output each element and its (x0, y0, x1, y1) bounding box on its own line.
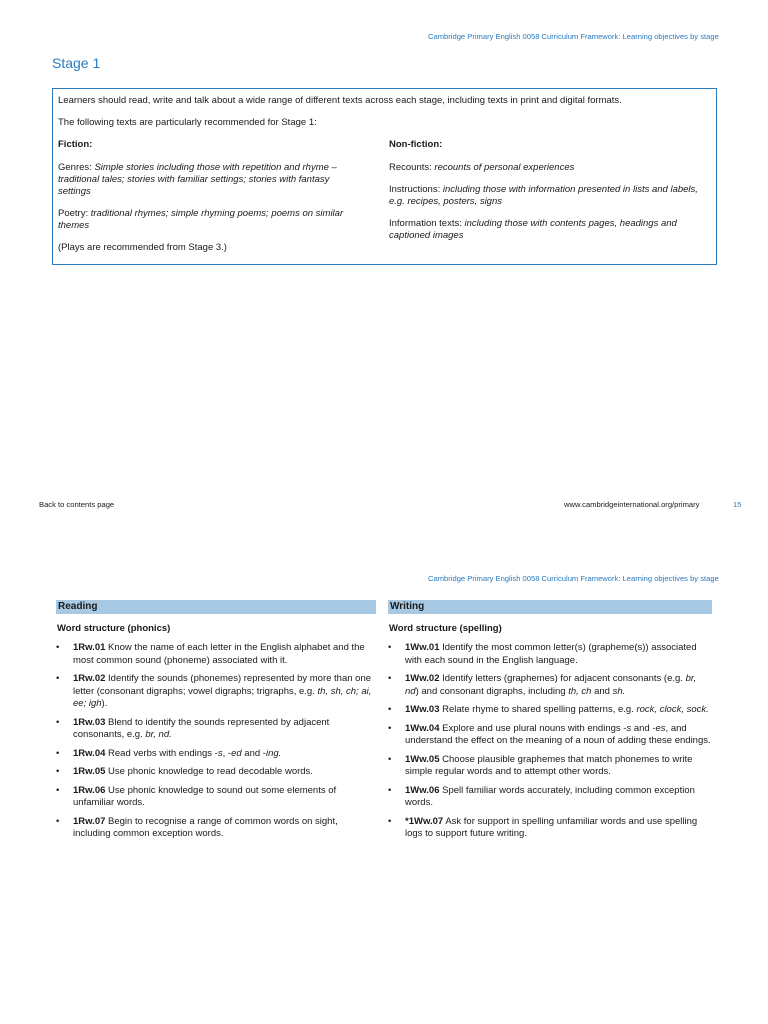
objective-code: 1Ww.02 (405, 673, 440, 684)
bullet-icon: • (388, 673, 392, 684)
texts-recommendation-box (52, 88, 717, 265)
objective-text: and (591, 685, 613, 697)
objective-text: br, nd (405, 673, 697, 697)
objective-text: ) and consonant digraphs, including (415, 685, 569, 697)
reading-objective-item (56, 673, 376, 711)
writing-section (388, 600, 712, 847)
writing-objective-item (388, 642, 712, 667)
objective-text: Relate rhyme to shared spelling patterns, e.g. (439, 704, 637, 715)
bullet-icon: • (388, 815, 392, 827)
writing-objective-item (388, 754, 712, 779)
writing-objective-item (388, 723, 712, 748)
objective-code: 1Ww.03 (405, 704, 440, 715)
plays-note: (Plays are recommended from Stage 3.) (58, 242, 227, 253)
recommend-text: The following texts are particularly recommended for Stage 1: (58, 117, 317, 128)
bullet-icon: • (388, 784, 392, 796)
objective-text: Read verbs with endings - (105, 747, 218, 759)
page-number: 15 (733, 500, 742, 509)
reading-heading: Reading (56, 600, 376, 614)
poetry-text: Poetry: traditional rhymes; simple rhyming poems; poems on similar themes (58, 208, 344, 231)
objective-code: 1Rw.03 (73, 716, 106, 728)
writing-objectives-list (388, 642, 712, 841)
reading-section (56, 600, 376, 847)
writing-objective-item (388, 673, 712, 698)
objective-code: 1Rw.07 (73, 815, 106, 827)
reading-objective-item (56, 766, 376, 779)
objective-text: rock, clock, sock. (636, 704, 709, 715)
objective-code: 1Ww.01 (405, 642, 440, 653)
objective-text: ed (231, 747, 242, 759)
objective-text: Identify the most common letter(s) (grapheme(s)) associated with each sound in the English language. (405, 642, 697, 666)
objective-code: 1Rw.02 (73, 673, 106, 684)
objective-text: Identify letters (graphemes) for adjacent consonants (e.g. (439, 673, 686, 684)
bullet-icon: • (56, 747, 60, 759)
objective-text: Begin to recognise a range of common words on sight, including common exception words. (73, 815, 338, 839)
objective-text: ing. (265, 747, 282, 759)
objective-code: 1Ww.05 (405, 753, 440, 765)
writing-objective-item (388, 704, 712, 717)
nonfiction-column (389, 139, 707, 248)
bullet-icon: • (388, 722, 392, 734)
writing-heading: Writing (388, 600, 712, 614)
objective-text: Use phonic knowledge to sound out some elements of unfamiliar words. (73, 784, 337, 808)
objective-text: , - (222, 747, 232, 759)
bullet-icon: • (388, 642, 392, 653)
fiction-column (58, 139, 358, 260)
website-url[interactable]: www.cambridgeinternational.org/primary (564, 500, 700, 509)
objective-text: sh. (612, 685, 626, 697)
objective-text: s (217, 747, 223, 759)
objective-text: Blend to identify the sounds represented by adjacent consonants, e.g. (73, 716, 330, 740)
objective-code: 1Rw.05 (73, 766, 106, 777)
information-texts: Information texts: including those with contents pages, headings and captioned images (389, 218, 677, 241)
objective-code: 1Rw.04 (73, 747, 106, 759)
back-to-contents-link[interactable]: Back to contents page (39, 500, 115, 509)
reading-objective-item (56, 717, 376, 742)
objective-code: 1Rw.01 (73, 642, 106, 653)
objective-text: and - (241, 747, 266, 759)
objective-text: and - (631, 722, 656, 734)
objective-text: th, sh, ch; ai, ee; igh (73, 685, 372, 709)
reading-objective-item (56, 642, 376, 667)
objective-text: s (626, 722, 632, 734)
bullet-icon: • (388, 704, 392, 715)
objective-text: Spell familiar words accurately, including common exception words. (405, 784, 695, 808)
reading-objective-item (56, 785, 376, 810)
bullet-icon: • (56, 673, 60, 684)
objective-code: 1Ww.06 (405, 784, 440, 796)
page-header: Cambridge Primary English 0058 Curriculum Framework: Learning objectives by stage (428, 32, 719, 41)
objective-text: es (655, 722, 666, 734)
writing-objective-item (388, 816, 712, 841)
objective-text: Choose plausible graphemes that match phonemes to write simple regular words and to attempt other words. (405, 753, 693, 777)
intro-text: Learners should read, write and talk about a wide range of different texts across each stage, including texts in print and digital formats. (58, 95, 622, 106)
reading-objective-item (56, 748, 376, 761)
reading-objective-item (56, 816, 376, 841)
bullet-icon: • (56, 784, 60, 796)
writing-subheading: Word structure (spelling) (389, 623, 502, 634)
bullet-icon: • (388, 753, 392, 765)
fiction-heading: Fiction: (58, 139, 93, 150)
nonfiction-heading: Non-fiction: (389, 139, 443, 150)
reading-subheading: Word structure (phonics) (57, 623, 171, 634)
objective-code: *1Ww.07 (405, 815, 444, 827)
recounts-text: Recounts: recounts of personal experiences (389, 162, 575, 173)
objective-text: br, nd. (145, 729, 172, 740)
reading-objectives-list (56, 642, 376, 841)
bullet-icon: • (56, 642, 60, 653)
objective-text: Ask for support in spelling unfamiliar words and use spelling logs to support future writing. (405, 815, 698, 839)
genres-text: Genres: Simple stories including those with repetition and rhyme – traditional tales; stories with familiar settings; stories with fantasy settings (58, 162, 337, 197)
objective-code: 1Ww.04 (405, 722, 440, 734)
instructions-text: Instructions: including those with information presented in lists and labels, e.g. recipes, posters, signs (389, 184, 698, 207)
bullet-icon: • (56, 716, 60, 728)
objective-text: ). (101, 698, 108, 709)
objective-code: 1Rw.06 (73, 784, 106, 796)
bullet-icon: • (56, 815, 60, 827)
objective-text: Explore and use plural nouns with endings - (439, 722, 627, 734)
page-header-2: Cambridge Primary English 0058 Curriculum Framework: Learning objectives by stage (428, 574, 719, 583)
stage-title: Stage 1 (52, 55, 101, 71)
bullet-icon: • (56, 766, 60, 777)
objective-text: th, ch (568, 685, 592, 697)
objective-text: Know the name of each letter in the English alphabet and the most common sound (phoneme) associated with it. (73, 642, 365, 666)
objective-text: Identify the sounds (phonemes) represented by more than one letter (consonant digraphs; vowel digraphs; trigraphs, e.g. (73, 673, 372, 697)
writing-objective-item (388, 785, 712, 810)
objective-text: Use phonic knowledge to read decodable words. (105, 766, 313, 777)
objective-text: , and understand the effect on the meaning of a noun of adding these endings. (405, 722, 711, 746)
